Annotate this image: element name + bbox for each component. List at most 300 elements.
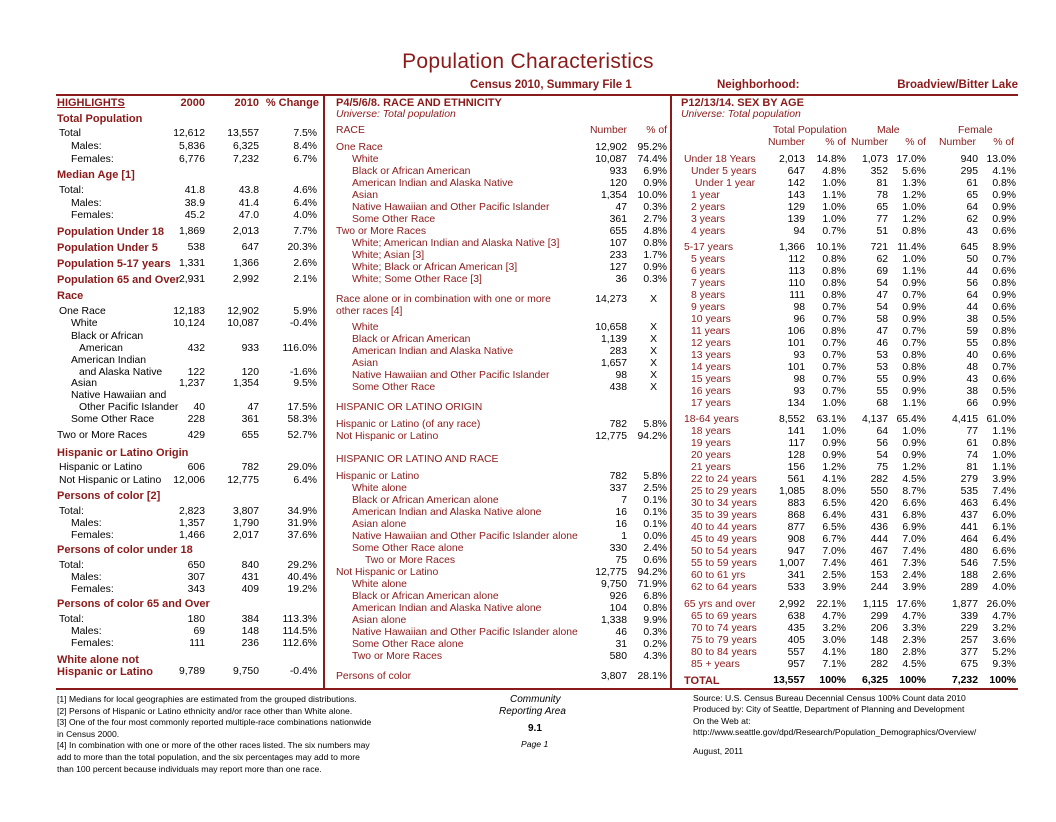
- hl-row-label: Not Hispanic or Latino: [59, 475, 162, 486]
- hl-value-2000: 122: [187, 367, 205, 378]
- age-value: 444: [870, 534, 888, 545]
- age-value: 299: [870, 611, 888, 622]
- hispanic-race-label: Some Other Race alone: [352, 543, 464, 554]
- age-value: 1.1%: [992, 426, 1016, 437]
- age-row: [0, 338, 1056, 350]
- hl-row-label: Hispanic or Latino: [59, 462, 143, 473]
- age-label: 2 years: [691, 202, 726, 213]
- hispanic-race-number: 31: [615, 639, 627, 650]
- race-row-pct: 2.7%: [643, 214, 667, 225]
- age-value: 244: [870, 582, 888, 593]
- age-value: 0.8%: [822, 326, 846, 337]
- hl-value-2000: 6,776: [178, 154, 205, 165]
- age-value: 282: [870, 474, 888, 485]
- age-row: [0, 290, 1056, 302]
- age-value: 1,073: [861, 154, 888, 165]
- age-value: 0.8%: [992, 338, 1016, 349]
- age-row: [0, 522, 1056, 534]
- age-value: 55: [876, 386, 888, 397]
- age-value: 0.6%: [992, 374, 1016, 385]
- source-line: On the Web at:: [693, 715, 751, 726]
- age-row: [0, 510, 1056, 522]
- age-value: 6.7%: [822, 534, 846, 545]
- hl-row-label: Males:: [71, 141, 102, 152]
- race-row-number: 655: [609, 226, 627, 237]
- age-label: 14 years: [691, 362, 731, 373]
- hispanic-race-pct: 2.4%: [643, 543, 667, 554]
- hispanic-race-number: 9,750: [600, 579, 627, 590]
- hispanic-race-pct: 0.6%: [643, 555, 667, 566]
- age-value: 1.2%: [822, 462, 846, 473]
- age-row: [0, 414, 1056, 426]
- hl-value-2000: 1,331: [178, 258, 205, 269]
- hl-value-2010: 2,992: [232, 274, 259, 285]
- hl-row-label: American: [79, 343, 123, 354]
- age-value: 0.7%: [822, 338, 846, 349]
- hl-value-change: 17.5%: [287, 402, 317, 413]
- age-row: [0, 498, 1056, 510]
- hl-value-2000: 111: [189, 638, 205, 649]
- age-value: 110: [788, 278, 805, 289]
- age-value: 7.5%: [992, 558, 1016, 569]
- age-value: 63.1%: [816, 414, 846, 425]
- hl-value-2000: 307: [187, 572, 205, 583]
- age-value: 44: [966, 266, 978, 277]
- hl-value-2010: 120: [241, 367, 259, 378]
- hispanic-race-pct: 5.8%: [643, 471, 667, 482]
- age-value: 4.7%: [822, 611, 846, 622]
- age-value: 1.1%: [822, 190, 846, 201]
- age-row: [0, 314, 1056, 326]
- hl-value-2000: 432: [187, 343, 205, 354]
- hl-value-2010: 2,017: [232, 530, 259, 541]
- age-value: 295: [960, 166, 978, 177]
- age-value: 908: [787, 534, 805, 545]
- hl-value-2000: 38.9: [184, 198, 205, 209]
- hl-value-change: 6.4%: [293, 475, 317, 486]
- age-value: 65: [966, 190, 978, 201]
- age-value: 59: [966, 326, 978, 337]
- persons-of-color-pct: 28.1%: [637, 671, 667, 682]
- race-heading: P4/5/6/8. RACE AND ETHNICITY: [336, 97, 502, 109]
- hispanic-race-pct: 4.3%: [643, 651, 667, 662]
- age-value: 111: [789, 290, 805, 301]
- sex-col-label: % of: [993, 137, 1014, 148]
- age-value: 0.7%: [822, 374, 846, 385]
- hl-value-2010: 41.4: [238, 198, 259, 209]
- age-row: [0, 302, 1056, 314]
- age-value: 1,877: [951, 599, 978, 610]
- hispanic-race-pct: 0.8%: [643, 603, 667, 614]
- age-value: 533: [787, 582, 805, 593]
- age-row: [0, 266, 1056, 278]
- age-label: 35 to 39 years: [691, 510, 757, 521]
- hispanic-race-label: Asian alone: [352, 519, 407, 530]
- hl-value-2010: 782: [241, 462, 259, 473]
- age-value: 7.3%: [902, 558, 926, 569]
- hl-row-label: Females:: [71, 638, 114, 649]
- age-value: 53: [876, 350, 888, 361]
- age-row: [0, 242, 1056, 254]
- age-value: 5.2%: [992, 647, 1016, 658]
- age-row: [0, 546, 1056, 558]
- age-value: 46: [876, 338, 888, 349]
- age-value: 7.4%: [902, 546, 926, 557]
- age-label: 10 years: [691, 314, 731, 325]
- hl-value-2010: 12,775: [227, 475, 259, 486]
- source-line: Produced by: City of Seattle, Department of Planning and Development: [693, 704, 965, 715]
- hl-value-change: 7.5%: [293, 128, 317, 139]
- age-value: 153: [870, 570, 888, 581]
- age-label: 22 to 24 years: [691, 474, 757, 485]
- age-value: 62: [876, 254, 888, 265]
- hl-value-change: 7.7%: [293, 226, 317, 237]
- age-value: 65: [876, 202, 888, 213]
- age-value: 0.7%: [902, 338, 926, 349]
- race-row-label: Black or African American: [352, 166, 471, 177]
- hispanic-race-pct: 2.5%: [643, 483, 667, 494]
- age-value: 6.5%: [822, 522, 846, 533]
- race-col-number: Number: [590, 125, 627, 136]
- hl-value-2010: 13,557: [227, 128, 259, 139]
- hispanic-origin-heading: HISPANIC OR LATINO ORIGIN: [336, 402, 483, 413]
- age-value: 68: [876, 398, 888, 409]
- hispanic-origin-label: Hispanic or Latino (of any race): [336, 419, 481, 430]
- race-row-label: White; Black or African American [3]: [352, 262, 518, 273]
- hispanic-race-number: 12,775: [595, 567, 627, 578]
- hispanic-race-label: Not Hispanic or Latino: [336, 567, 439, 578]
- age-value: 638: [787, 611, 805, 622]
- age-value: 289: [960, 582, 978, 593]
- age-value: 2,013: [778, 154, 805, 165]
- hispanic-race-label: White alone: [352, 483, 407, 494]
- age-value: 6.4%: [822, 510, 846, 521]
- age-value: 0.9%: [822, 438, 846, 449]
- sex-group-row: [0, 125, 1056, 137]
- age-value: 6.4%: [992, 498, 1016, 509]
- age-value: 47: [876, 290, 888, 301]
- total-value: 100%: [819, 675, 846, 686]
- age-value: 14.8%: [816, 154, 846, 165]
- age-value: 38: [966, 314, 978, 325]
- age-value: 61.0%: [986, 414, 1016, 425]
- age-value: 6.0%: [992, 510, 1016, 521]
- age-value: 0.7%: [822, 362, 846, 373]
- footnote: [3] One of the four most commonly reported multiple-race combinations nationwide: [57, 717, 372, 728]
- age-value: 0.8%: [902, 350, 926, 361]
- hl-value-2010: 409: [241, 584, 259, 595]
- age-value: 1.0%: [992, 450, 1016, 461]
- age-row: [0, 202, 1056, 214]
- hl-value-2010: 431: [241, 572, 259, 583]
- age-label: 11 years: [691, 326, 731, 337]
- age-value: 352: [870, 166, 888, 177]
- age-value: 0.8%: [992, 278, 1016, 289]
- race-row-label: Two or More Races: [336, 226, 427, 237]
- persons-of-color-label: Persons of color: [336, 671, 412, 682]
- age-value: 0.9%: [902, 438, 926, 449]
- age-row: [0, 226, 1056, 238]
- age-value: 62: [966, 214, 978, 225]
- age-row: [0, 486, 1056, 498]
- age-value: 546: [960, 558, 978, 569]
- hispanic-race-label: American Indian and Alaska Native alone: [352, 603, 542, 614]
- age-label: 50 to 54 years: [691, 546, 757, 557]
- age-value: 463: [960, 498, 978, 509]
- age-row: [0, 570, 1056, 582]
- age-value: 877: [787, 522, 805, 533]
- age-value: 6.6%: [992, 546, 1016, 557]
- age-value: 38: [966, 386, 978, 397]
- age-value: 4.1%: [822, 474, 846, 485]
- hispanic-race-number: 1,338: [600, 615, 627, 626]
- hl-col-change: % Change: [265, 97, 319, 109]
- hl-value-2010: 12,902: [227, 306, 259, 317]
- sex-heading-row: [0, 97, 1056, 109]
- race-row-number: 120: [609, 178, 627, 189]
- age-row: [0, 623, 1056, 635]
- age-value: 4,137: [861, 414, 888, 425]
- age-label: 4 years: [691, 226, 726, 237]
- age-value: 7.0%: [822, 546, 846, 557]
- source-line: Source: U.S. Census Bureau Decennial Census 100% Count data 2010: [693, 693, 966, 703]
- hispanic-race-label: Black or African American alone: [352, 591, 499, 602]
- age-value: 1.1%: [902, 398, 926, 409]
- age-value: 48: [966, 362, 978, 373]
- age-value: 206: [870, 623, 888, 634]
- hl-value-2000: 1,357: [178, 518, 205, 529]
- hl-row-label: Males:: [71, 518, 102, 529]
- age-value: 129: [787, 202, 805, 213]
- bottom-rule: [56, 688, 1018, 690]
- hispanic-race-label: Some Other Race alone: [352, 639, 464, 650]
- age-value: 721: [870, 242, 888, 253]
- age-value: 0.9%: [902, 278, 926, 289]
- hl-value-2010: 47.0: [238, 210, 259, 221]
- age-value: 3.2%: [822, 623, 846, 634]
- hl-value-change: 112.6%: [282, 638, 317, 649]
- race-row-pct: 6.9%: [643, 166, 667, 177]
- age-row: [0, 278, 1056, 290]
- hispanic-race-pct: 9.9%: [643, 615, 667, 626]
- hl-value-2010: 47: [247, 402, 259, 413]
- age-value: 1,115: [862, 599, 888, 610]
- age-value: 645: [960, 242, 978, 253]
- hl-value-change: 40.4%: [287, 572, 317, 583]
- age-label: 5-17 years: [684, 242, 734, 253]
- age-value: 3.0%: [822, 635, 846, 646]
- age-value: 50: [966, 254, 978, 265]
- race-combo-label-2: other races [4]: [336, 306, 403, 317]
- hispanic-race-label: Native Hawaiian and Other Pacific Islander alone: [352, 531, 578, 542]
- age-value: 0.9%: [902, 374, 926, 385]
- age-value: 2.8%: [902, 647, 926, 658]
- race-combo-item-label: Black or African American: [352, 334, 471, 345]
- race-row-number: 127: [609, 262, 627, 273]
- hl-value-2010: 236: [241, 638, 259, 649]
- age-value: 1.1%: [992, 462, 1016, 473]
- age-value: 66: [966, 398, 978, 409]
- age-value: 117: [788, 438, 805, 449]
- age-value: 65.4%: [896, 414, 926, 425]
- race-row-pct: 0.9%: [643, 178, 667, 189]
- age-value: 74: [966, 450, 978, 461]
- age-value: 1,085: [778, 486, 805, 497]
- hl-value-change: 4.0%: [293, 210, 317, 221]
- age-value: 4.0%: [992, 582, 1016, 593]
- hl-row-label: Population Under 18: [57, 226, 164, 238]
- hispanic-origin-number: 12,775: [595, 431, 627, 442]
- hl-value-change: 52.7%: [287, 430, 317, 441]
- age-value: 561: [787, 474, 805, 485]
- hl-row-label: Total:: [59, 614, 84, 625]
- hispanic-race-label: Two or More Races: [352, 651, 443, 662]
- age-value: 6.8%: [902, 510, 926, 521]
- hl-value-2000: 41.8: [184, 185, 205, 196]
- age-value: 81: [876, 178, 888, 189]
- age-value: 2.5%: [822, 570, 846, 581]
- neighborhood-label: Neighborhood:: [717, 79, 800, 91]
- age-value: 4.5%: [902, 659, 926, 670]
- hl-value-2010: 655: [241, 430, 259, 441]
- age-label: 3 years: [691, 214, 726, 225]
- hl-row-label: Native Hawaiian and: [71, 390, 167, 401]
- age-row: [0, 582, 1056, 594]
- age-label: 21 years: [691, 462, 731, 473]
- age-row: [0, 398, 1056, 410]
- hl-value-2000: 180: [187, 614, 205, 625]
- hl-section-title-text: Total Population: [57, 113, 143, 125]
- footnote: [4] In combination with one or more of the other races listed. The six numbers may: [57, 740, 370, 751]
- age-value: 7.1%: [822, 659, 846, 670]
- sex-col-row: [0, 137, 1056, 149]
- hl-row-label: American Indian: [71, 355, 147, 366]
- age-label: 9 years: [691, 302, 726, 313]
- hl-row-label: Females:: [71, 584, 114, 595]
- hl-section-title-text: Median Age [1]: [57, 169, 135, 181]
- age-label: 62 to 64 years: [691, 582, 757, 593]
- race-combo-item-pct: X: [650, 370, 657, 381]
- age-value: 6.9%: [902, 522, 926, 533]
- race-row-number: 36: [615, 274, 627, 285]
- footnote: than 100 percent because individuals may report more than one race.: [57, 763, 322, 774]
- age-value: 69: [876, 266, 888, 277]
- age-value: 1.2%: [902, 214, 926, 225]
- age-value: 0.6%: [992, 266, 1016, 277]
- age-value: 0.7%: [902, 326, 926, 337]
- age-value: 61: [966, 178, 978, 189]
- age-value: 2.6%: [992, 570, 1016, 581]
- age-value: 436: [870, 522, 888, 533]
- age-value: 1.0%: [822, 202, 846, 213]
- hl-value-2000: 343: [187, 584, 205, 595]
- hl-row-label: Total:: [59, 560, 84, 571]
- age-value: 0.9%: [992, 214, 1016, 225]
- hl-value-2000: 12,612: [173, 128, 205, 139]
- age-value: 0.8%: [822, 290, 846, 301]
- age-value: 257: [960, 635, 978, 646]
- age-value: 26.0%: [986, 599, 1016, 610]
- age-row: [0, 374, 1056, 386]
- age-label: 70 to 74 years: [691, 623, 757, 634]
- race-row-number: 933: [609, 166, 627, 177]
- age-value: 44: [966, 302, 978, 313]
- age-label: 65 yrs and over: [684, 599, 756, 610]
- hispanic-race-pct: 0.3%: [643, 627, 667, 638]
- age-value: 56: [966, 278, 978, 289]
- hl-value-change: 116.0%: [282, 343, 317, 354]
- hl-value-change: 6.4%: [293, 198, 317, 209]
- hl-row-label: Asian: [71, 378, 97, 389]
- hl-value-2010: 9,750: [232, 666, 259, 677]
- age-value: 1.3%: [902, 178, 926, 189]
- hispanic-race-number: 580: [609, 651, 627, 662]
- hl-value-2010: 1,366: [232, 258, 259, 269]
- race-combo-item-label: Native Hawaiian and Other Pacific Islander: [352, 370, 550, 381]
- age-value: 4,415: [951, 414, 978, 425]
- hl-value-change: 6.7%: [293, 154, 317, 165]
- age-value: 4.7%: [902, 611, 926, 622]
- hl-value-change: 4.6%: [293, 185, 317, 196]
- hl-row-label: Population 65 and Over: [57, 274, 180, 286]
- hispanic-origin-pct: 94.2%: [637, 431, 667, 442]
- hl-value-2010: 647: [241, 242, 259, 253]
- hl-value-change: -1.6%: [289, 367, 317, 378]
- hl-value-change: 8.4%: [293, 141, 317, 152]
- hl-value-2010: 148: [241, 626, 259, 637]
- age-value: 1,366: [778, 242, 805, 253]
- age-value: 0.7%: [992, 254, 1016, 265]
- hl-value-change: 31.9%: [287, 518, 317, 529]
- race-row-label: American Indian and Alaska Native: [352, 178, 514, 189]
- age-label: 8 years: [691, 290, 726, 301]
- age-value: 143: [787, 190, 805, 201]
- age-value: 94: [793, 226, 805, 237]
- age-value: 139: [787, 214, 805, 225]
- hl-value-2010: 384: [241, 614, 259, 625]
- age-value: 0.7%: [822, 350, 846, 361]
- hl-row-label: Total:: [59, 506, 84, 517]
- age-value: 77: [966, 426, 978, 437]
- total-label: TOTAL: [684, 675, 720, 687]
- age-value: 557: [787, 647, 805, 658]
- hispanic-race-pct: 94.2%: [637, 567, 667, 578]
- age-row: [0, 254, 1056, 266]
- age-value: 0.9%: [902, 386, 926, 397]
- age-value: 0.8%: [822, 266, 846, 277]
- age-label: 45 to 49 years: [691, 534, 757, 545]
- footnote: add to more than the total population, and the six percentages may add to more: [57, 752, 360, 762]
- hl-value-2010: 1,790: [232, 518, 259, 529]
- hl-value-2000: 2,931: [178, 274, 205, 285]
- hl-row-label: White: [71, 318, 98, 329]
- hispanic-race-number: 46: [615, 627, 627, 638]
- race-row-label: White; American Indian and Alaska Native [3]: [352, 238, 560, 249]
- age-value: 1.0%: [822, 214, 846, 225]
- age-label: 5 years: [691, 254, 726, 265]
- age-label: 17 years: [691, 398, 731, 409]
- age-value: 1.0%: [822, 178, 846, 189]
- age-value: 0.8%: [902, 226, 926, 237]
- age-label: 30 to 34 years: [691, 498, 757, 509]
- hl-value-change: 34.9%: [287, 506, 317, 517]
- age-value: 47: [876, 326, 888, 337]
- age-value: 64: [966, 290, 978, 301]
- age-value: 229: [960, 623, 978, 634]
- age-value: 8.7%: [902, 486, 926, 497]
- hispanic-race-label: Hispanic or Latino: [336, 471, 420, 482]
- age-label: Under 1 year: [695, 178, 756, 189]
